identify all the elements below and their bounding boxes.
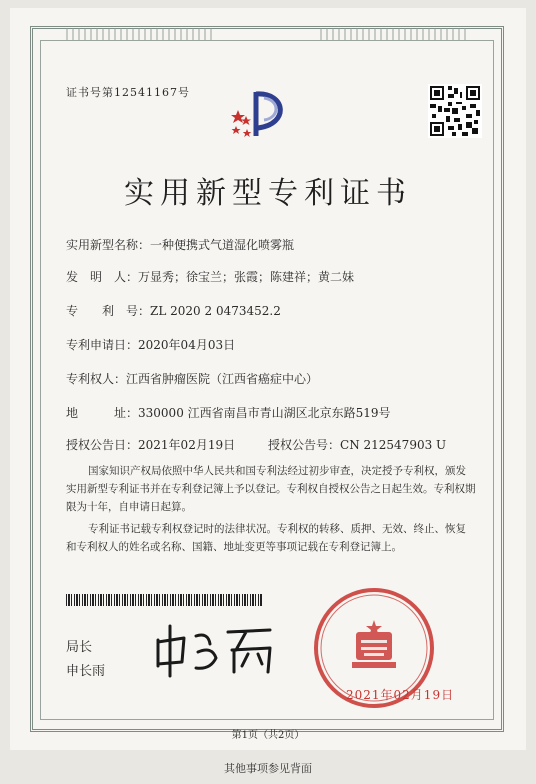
footer-note: 其他事项参见背面 [224,762,312,775]
inventor-value: 万显秀；徐宝兰；张霞；陈建祥；黄二妹 [138,270,355,284]
patent-number-label: 专 利 号： [66,304,151,318]
grant-date-value: 2021年02月19日 [138,438,236,452]
inventor-label: 发 明 人： [66,270,139,284]
utility-name-value: 一种便携式气道湿化喷雾瓶 [150,238,295,252]
ornament-right [320,28,470,40]
seal-date: 2021年02月19日 [346,688,455,702]
address-row [66,404,391,421]
grant-number-value: CN 212547903 U [340,438,447,452]
cnipa-logo-icon [228,84,298,144]
inventor-row [66,268,354,285]
utility-name-label: 实用新型名称： [66,238,151,252]
patent-number-value: ZL 2020 2 0473452.2 [150,304,281,318]
utility-name-row [66,236,294,253]
patentee-value: 江西省肿瘤医院（江西省癌症中心） [126,372,319,386]
address-value: 330000 江西省南昌市青山湖区北京东路519号 [138,406,391,420]
director-title: 局长 [66,640,93,655]
director-name: 申长雨 [66,664,106,679]
grant-number-row [268,436,446,453]
qr-code-icon [428,84,482,138]
filing-date-value: 2020年04月03日 [138,338,236,352]
filing-date-label: 专利申请日： [66,338,139,352]
patent-number-row [66,302,281,319]
grant-statement: 国家知识产权局依照中华人民共和国专利法经过初步审查，决定授予专利权，颁发实用新型专利证书并在专利登记簿上予以登记。专利权自授权公告之日起生效。专利权期限为十年，自申请日起算。 [66,465,476,513]
filing-date-row [66,336,235,353]
patentee-row [66,370,318,387]
grant-date-label: 授权公告日： [66,438,139,452]
legal-status-statement: 专利证书记载专利权登记时的法律状况。专利权的转移、质押、无效、终止、恢复和专利权人的姓名或名称、国籍、地址变更等事项记载在专利登记簿上。 [66,523,466,553]
page-number: 第1页（共2页） [231,730,305,741]
certificate-number: 证书号第12541167号 [66,86,190,99]
certificate-title: 实用新型专利证书 [124,176,412,211]
grant-date-row [66,436,235,453]
ornament-left [66,28,216,40]
grant-number-label: 授权公告号： [268,438,341,452]
signature-image [150,618,280,680]
address-label: 地 址： [66,406,139,420]
barcode [66,594,262,606]
patentee-label: 专利权人： [66,372,127,386]
